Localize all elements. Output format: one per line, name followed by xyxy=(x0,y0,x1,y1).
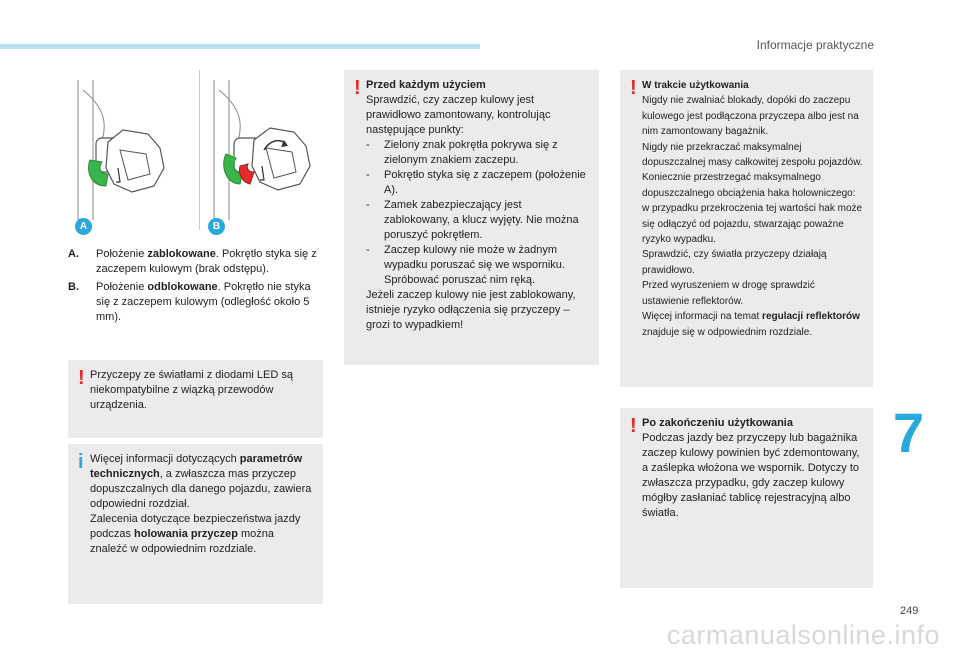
before-use-intro: Sprawdzić, czy zaczep kulowy jest prawidłowo zamontowany, kontrolując następujące punkty: xyxy=(366,94,551,136)
during-use-paragraph: Przed wyruszeniem w drogę sprawdzić ustawienie reflektorów. xyxy=(642,280,815,307)
warning-icon: ! xyxy=(630,77,637,99)
after-use-box xyxy=(620,408,873,588)
info-paragraph-1: Więcej informacji dotyczących parametrów technicznych, a zwłaszcza mas przyczep dopuszczalnych dla danego pojazdu, zawiera odpowiedni rozdział. xyxy=(90,453,312,510)
chapter-number: 7 xyxy=(893,401,925,464)
during-use-title: W trakcie użytkowania xyxy=(642,80,749,91)
warning-icon: ! xyxy=(78,367,85,389)
legend-item-b xyxy=(68,280,323,325)
during-use-paragraph: Nigdy nie przekraczać maksymalnej dopuszczalnej masy całkowitej zespołu pojazdów. xyxy=(642,141,863,169)
legend-key: A. xyxy=(68,248,79,260)
before-use-box xyxy=(344,70,599,365)
warning-icon: ! xyxy=(354,77,361,99)
section-title: Informacje praktyczne xyxy=(756,38,874,52)
legend-item-a xyxy=(68,247,323,277)
figure-locked-position xyxy=(68,70,184,230)
tow-hook-illustration-b xyxy=(204,70,320,230)
figure-divider xyxy=(199,70,200,230)
list-item: - Zamek zabezpieczający jest zablokowany, a klucz wyjęty. Nie można poruszyć pokrętłem. xyxy=(366,199,579,241)
tow-hook-illustration-a xyxy=(68,70,184,230)
after-use-text: Podczas jazdy bez przyczepy lub bagażnika zaczep kulowy powinien być zdemontowany, a zaślepka włożona we wspornik. Dotyczy to zwłaszcza przypadku, gdy zaczep kulowy mógłby zasłaniać tablicę rejestracyjną albo światła. xyxy=(642,432,860,519)
info-box xyxy=(68,444,323,604)
led-warning-text: Przyczepy ze światłami z diodami LED są niekompatybilne z wiązką przewodów urządzenia. xyxy=(90,369,293,411)
legend-text: Położenie zablokowane. Pokrętło styka się z zaczepem kulowym (brak odstępu). xyxy=(96,248,317,275)
during-use-paragraph: Nigdy nie zwalniać blokady, dopóki do zaczepu kulowego jest podłączona przyczepa albo jest na nim zamontowany bagażnik. xyxy=(642,95,859,138)
during-use-paragraph: Koniecznie przestrzegać maksymalnego dopuszczalnego obciążenia haka holowniczego: w przypadku przekroczenia tej wartości hak może się odłączyć od pojazdu, stwarzając poważne ryzyko wypadku. xyxy=(642,172,863,246)
warning-icon: ! xyxy=(630,415,637,437)
watermark: carmanualsonline.info xyxy=(666,620,940,650)
list-item: - Zaczep kulowy nie może w żadnym wypadku poruszać się we wsporniku. Spróbować poruszać nim ręką. xyxy=(366,244,565,286)
legend-key: B. xyxy=(68,281,79,293)
info-icon: i xyxy=(78,451,84,473)
figure-badge-a: A xyxy=(75,218,92,235)
header-accent-bar xyxy=(0,44,480,49)
during-use-paragraph: Więcej informacji na temat regulacji reflektorów znajduje się w odpowiednim rozdziale. xyxy=(642,311,860,338)
after-use-title: Po zakończeniu użytkowania xyxy=(642,417,793,429)
page-number: 249 xyxy=(900,605,919,617)
during-use-box xyxy=(620,70,873,387)
list-item: - Pokrętło styka się z zaczepem (położenie A). xyxy=(366,169,586,196)
before-use-title: Przed każdym użyciem xyxy=(366,79,486,91)
list-item: - Zielony znak pokrętła pokrywa się z zielonym znakiem zaczepu. xyxy=(366,139,558,166)
legend-text: Położenie odblokowane. Pokrętło nie styka się z zaczepem kulowym (odległość około 5 mm). xyxy=(96,281,311,323)
during-use-paragraph: Sprawdzić, czy światła przyczepy działają prawidłowo. xyxy=(642,249,827,276)
figure-unlocked-position xyxy=(204,70,320,230)
before-use-outro: Jeżeli zaczep kulowy nie jest zablokowany, istnieje ryzyko odłączenia się przyczepy – grozi to wypadkiem! xyxy=(366,289,576,331)
led-warning-box xyxy=(68,360,323,438)
figure-badge-b: B xyxy=(208,218,225,235)
info-paragraph-2: Zalecenia dotyczące bezpieczeństwa jazdy podczas holowania przyczep można znaleźć w odpowiednim rozdziale. xyxy=(90,513,301,555)
figure-legend xyxy=(68,247,323,328)
